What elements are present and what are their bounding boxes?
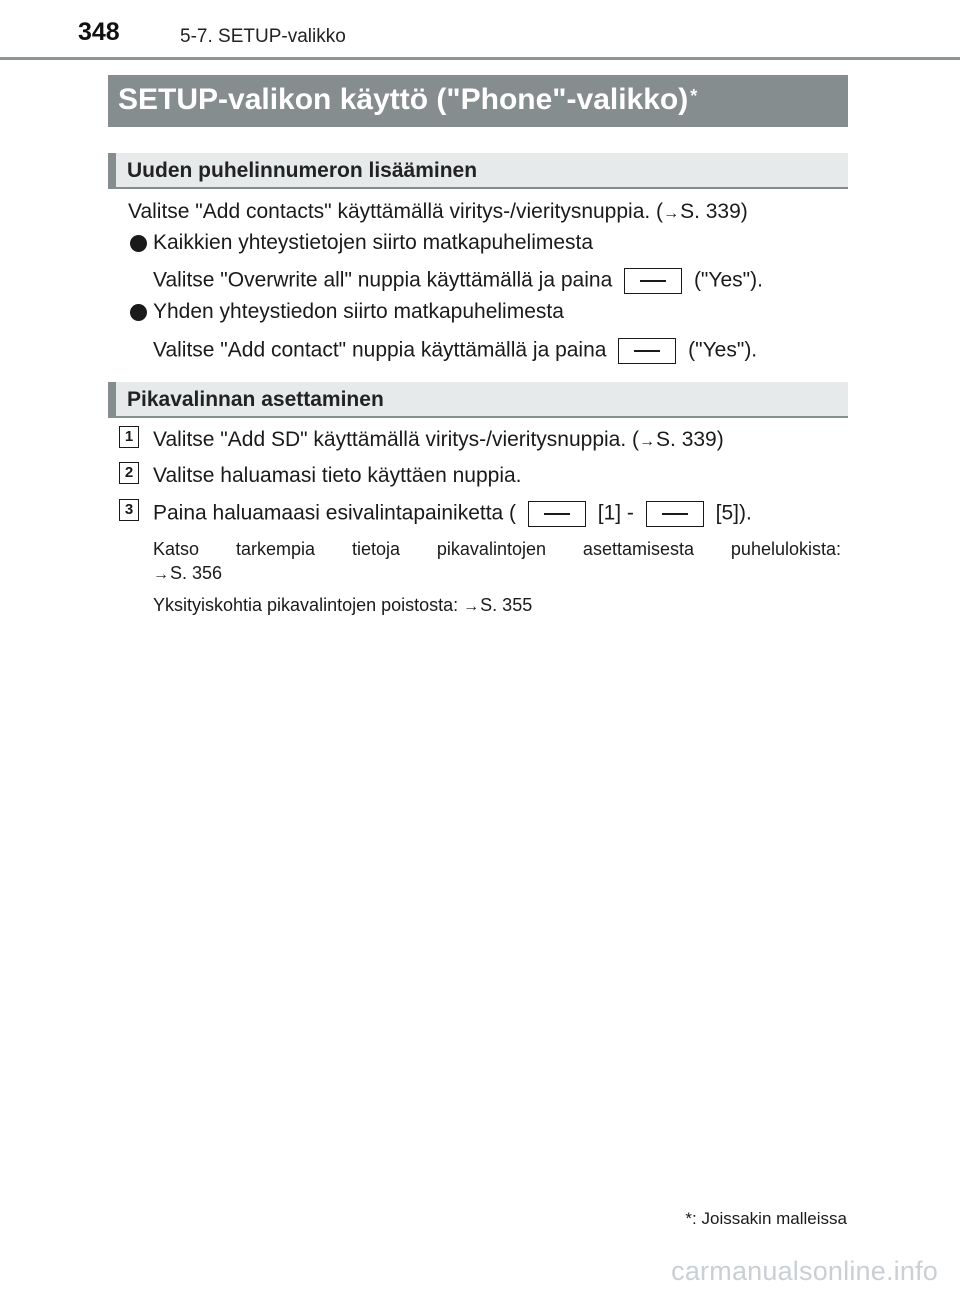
note-text: Katso tarkempia tietoja pikavalintojen asettamisesta puhelulokista:	[153, 539, 841, 559]
step-number-3: 3	[119, 499, 139, 521]
detail-text: Valitse "Add contact" nuppia käyttämällä ja paina	[153, 338, 607, 362]
step-text-body: Valitse "Add SD" käyttämällä viritys-/vieritysnuppia. (	[153, 428, 640, 451]
asterisk-mark: *	[690, 86, 698, 106]
page-number: 348	[78, 18, 120, 46]
page-title	[108, 75, 848, 127]
page-reference-link[interactable]: S. 356	[170, 563, 223, 583]
footnote	[685, 1209, 847, 1229]
note-paragraph	[153, 539, 841, 560]
note-paragraph	[153, 595, 532, 616]
page-reference-link[interactable]: S. 339)	[680, 200, 748, 223]
section-heading-text: Pikavalinnan asettaminen	[127, 388, 384, 411]
detail-text-end: ("Yes").	[693, 268, 763, 292]
detail-text-end: ("Yes").	[688, 338, 758, 362]
page-reference-link[interactable]: S. 339)	[656, 428, 724, 451]
section-heading-text: Uuden puhelinnumeron lisääminen	[127, 159, 478, 182]
preset-button-icon	[646, 501, 704, 527]
footnote-text: : Joissakin malleissa	[692, 1209, 847, 1228]
asterisk-mark: *	[685, 1209, 693, 1228]
intro-paragraph	[128, 200, 748, 224]
preset-button-icon	[528, 501, 586, 527]
step-text	[153, 501, 752, 527]
note-reference	[153, 563, 222, 584]
button-symbol-icon	[618, 338, 676, 364]
intro-text: Valitse "Add contacts" käyttämällä viritys-/vieritysnuppia. (	[128, 200, 664, 223]
bullet-icon	[130, 235, 147, 252]
arrow-right-icon: →	[639, 433, 656, 450]
arrow-right-icon: →	[663, 205, 680, 222]
arrow-right-icon: →	[463, 598, 480, 615]
watermark: carmanualsonline.info	[671, 1256, 938, 1286]
page-title-text: SETUP-valikon käyttö ("Phone"-valikko)	[118, 83, 689, 116]
bullet-heading: Kaikkien yhteystietojen siirto matkapuhelimesta	[153, 231, 594, 254]
section-heading-add-number	[108, 153, 848, 189]
step-text: Valitse haluamasi tieto käyttäen nuppia.	[153, 464, 522, 487]
bullet-heading: Yhden yhteystiedon siirto matkapuhelimesta	[153, 300, 564, 323]
step-number-1: 1	[119, 426, 139, 448]
step-text-body: Paina haluamaasi esivalintapainiketta (	[153, 501, 517, 525]
detail-text: Valitse "Overwrite all" nuppia käyttämällä ja paina	[153, 268, 613, 292]
bullet-icon	[130, 304, 147, 321]
step-text	[153, 428, 724, 452]
step-text-mid: [1] -	[597, 501, 634, 525]
arrow-right-icon: →	[153, 566, 169, 583]
page-reference-link[interactable]: S. 355	[480, 595, 533, 615]
bullet-detail	[153, 338, 757, 364]
note-text: Yksityiskohtia pikavalintojen poistosta:	[153, 595, 459, 615]
section-heading-speed-dial	[108, 382, 848, 418]
chapter-title: 5-7. SETUP-valikko	[180, 26, 346, 47]
step-text-end: [5]).	[715, 501, 752, 525]
button-symbol-icon	[624, 268, 682, 294]
bullet-detail	[153, 268, 763, 294]
header-divider	[0, 57, 960, 60]
step-number-2: 2	[119, 462, 139, 484]
